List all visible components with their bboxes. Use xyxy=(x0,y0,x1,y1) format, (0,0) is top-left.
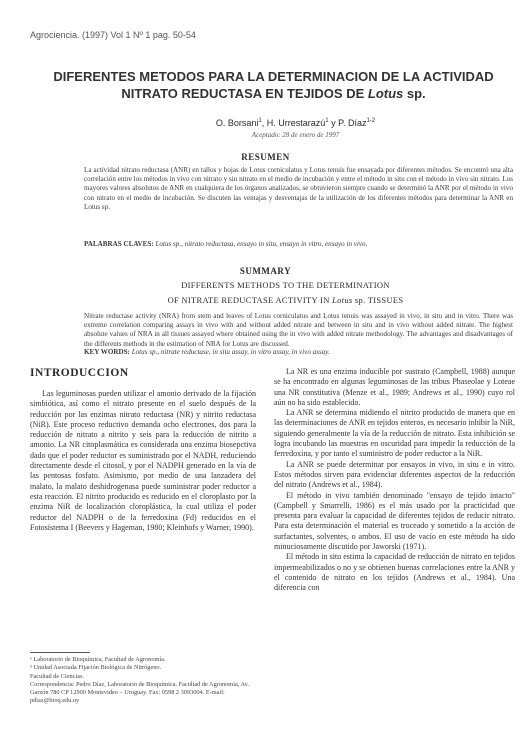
summary-heading: SUMMARY xyxy=(239,266,292,276)
summary-text: Nitrate reductase activity (NRA) from stem and leaves of Lotus corniculatus and Lotus tenuis was assayed in vivo, in situ and in vitro. There was extreme correlation comparing assays in vivo with and without added nitrate and between in situ and in vivo without added nitrate. The highest absolute values of NRA in all tissues assayed where obtained using the in vivo with added nitrate methodology. The advantages and disadvantages of the differents methods in the estimation of NRA for Lotus are discussed. xyxy=(84,312,513,348)
title-line-1: DIFERENTES METODOS PARA LA DETERMINACION DE LA ACTIVIDAD xyxy=(53,69,494,84)
key-words-label: KEY WORDS: xyxy=(84,348,130,356)
summary-title-2 xyxy=(60,293,511,307)
footnotes xyxy=(30,656,256,706)
authors xyxy=(160,118,431,128)
footnote-divider xyxy=(30,652,90,653)
intro-right-column xyxy=(274,367,515,594)
author-3-affil: 1-2 xyxy=(366,118,376,124)
keywords-list: Lotus sp., nitrato reductasa, ensayo in situ, ensayo in vitro, ensayo in vivo. xyxy=(153,240,368,248)
title-genus: Lotus xyxy=(367,86,404,101)
resumen-text: La actividad nitrato reductasa (ANR) en tallos y hojas de Lotus corniculatus y Lotus tenuis fue ensayada por diferentes métodos. Se encontró una alta correlación entre los métodos in vivo con nitrato y sin nitrato en el medio de incubación y entre el método in situ con el método in vivo sin nitrato. Los mayores valores absolutos de ANR en cualquiera de los órganos analizados, se obtuvieron siempre cuando se determinó la ANR por el método in vivo con nitrato en el medio de incubación. Se discuten las ventajas y desventajas de la utilización de los diferentes métodos para determinar la ANR en Lotus sp. xyxy=(84,166,513,211)
author-3: y P. Díaz xyxy=(328,118,367,128)
footnote-1: ¹ Laboratorio de Bioquímica, Facultad de Agronomía. xyxy=(30,656,166,663)
author-2: , H. Urrestarazú xyxy=(261,118,326,128)
resumen-heading: RESUMEN xyxy=(241,152,290,162)
intro-right-paragraph-1: La NR es una enzima inducible por sustrato (Campbell, 1988) aunque se ha encontrado en algunas leguminosas de las tribus Phaseolae y Loteae una NR constitutiva (Menze et al., 1989; Andrews et al., 1990) cuyo rol aún no ha sido establecido. xyxy=(274,367,515,407)
author-2-affil: 1 xyxy=(325,118,329,124)
footnote-correspondence: Correspondencia: Pedro Díaz, Laboratorio de Bioquímica. Facultad de Agronomía, Av. Garzón 780 CP 12900 Montevideo – Uruguay. Fax: 0598 2 3093004. E-mail: pdiaz@bioq.edu.uy xyxy=(30,680,249,705)
author-1-affil: 1 xyxy=(258,118,262,124)
title-line-2-text: NITRATO REDUCTASA EN TEJIDOS DE xyxy=(121,86,368,101)
summary-title-2-text: OF NITRATE REDUCTASE ACTIVITY IN xyxy=(167,295,333,305)
summary-keywords xyxy=(84,348,513,357)
footnote-2: ² Unidad Asociada Fijación Biológica de Nitrógeno. xyxy=(30,664,162,672)
journal-citation: Agrociencia. (1997) Vol 1 Nº 1 pag. 50-54 xyxy=(30,30,196,40)
intro-right-paragraph-2: La ANR se determina midiendo el nitrito producido de manera que en las determinaciones de ANR en tejidos enteros, es necesario inhibir la NiR, siguiendo generalmente la vía de la reducción de nitrato. Esta inhibición se logra incubando las muestras en oscuridad para impedir la reducción de la ferredoxina, y por tanto el suministro de poder reductor a la NiR. xyxy=(274,408,515,459)
intro-right-paragraph-3: La ANR se puede determinar por ensayos in vivo, in situ e in vitro. Estos métodos sirven para evidenciar diferentes aspectos de la reducción del nitrato (Andrews et al., 1984). xyxy=(274,459,515,490)
summary-genus: Lotus xyxy=(332,295,353,305)
intro-right-paragraph-4: El método in vivo también denominado "ensayo de tejido intacto" (Campbell y Smarrelli, 1986) es el más usado por la practicidad que presenta para evaluar la capacidad de diferentes tejidos de reducir nitrato. Para esta determinación el material es troceado y sometido a la acción de surfactantes, solventes, o ambos. El uso de vacío en este método ha sido minuciosamente discutido por Jaworski (1971). xyxy=(274,490,515,552)
intro-right-paragraph-5: El método in situ estima la capacidad de reducción de nitrato en tejidos impermeabilizados o no y se obtienen buenas correlaciones entre la ANR y el contenido de nitrato en los tejidos (Andrews et al., 1984). Una diferencia con xyxy=(274,552,515,593)
resumen-keywords xyxy=(84,240,513,249)
intro-paragraph: Las leguminosas pueden utilizar el amonio derivado de la fijación simbiótica, así como el nitrato presente en el suelo después de la reducción por las enzimas nitrato reductasa (NR) y nitrito reductasa (NiR). Este proceso reductivo demanda ocho electrones, dos para la reducción de nitrato a nitrito y seis para la reducción de nitrito a amonio. La NR citoplasmática es considerada una enzima biosepctiva dado que el poder reductor es suministrado por el NADH, reduciendo directamente desde el citosol, y por el NADPH generado en la vía de las pentosas fosfato. Asimismo, por medio de una lanzadera del malato, la malato deshidrogenasa puede suministrar poder reductor a esta reacción. El nitrito producido es reducido en el cloroplasto por la enzima NiR de localización cloroplástica, la cual utiliza el poder reductor del NADPH o de la ferredoxina (Fd) reducidos en el Fotosistema I (Beevers y Hageman, 1980; Kleinhofs y Warner, 1990). xyxy=(30,389,256,532)
title-line-2-suffix: sp. xyxy=(403,86,426,101)
author-1: O. Borsani xyxy=(215,118,259,128)
paper-title xyxy=(30,68,517,102)
summary-title-1: DIFFERENTS METHODS TO THE DETERMINATION xyxy=(181,280,390,290)
footnote-3: Facultad de Ciencias. xyxy=(30,672,85,680)
accepted-date: Aceptado: 28 de enero de 1997 xyxy=(251,131,340,139)
intro-left-column xyxy=(30,389,256,533)
key-words-list: Lotus sp., nitrate reductase, in situ assay, in vitro assay, in vivo assay. xyxy=(129,348,330,356)
introduccion-heading: INTRODUCCION xyxy=(30,367,129,379)
summary-title-2-suffix: sp. TISSUES xyxy=(352,295,404,305)
title-line-2 xyxy=(30,85,517,102)
keywords-label: PALABRAS CLAVES: xyxy=(84,240,154,248)
